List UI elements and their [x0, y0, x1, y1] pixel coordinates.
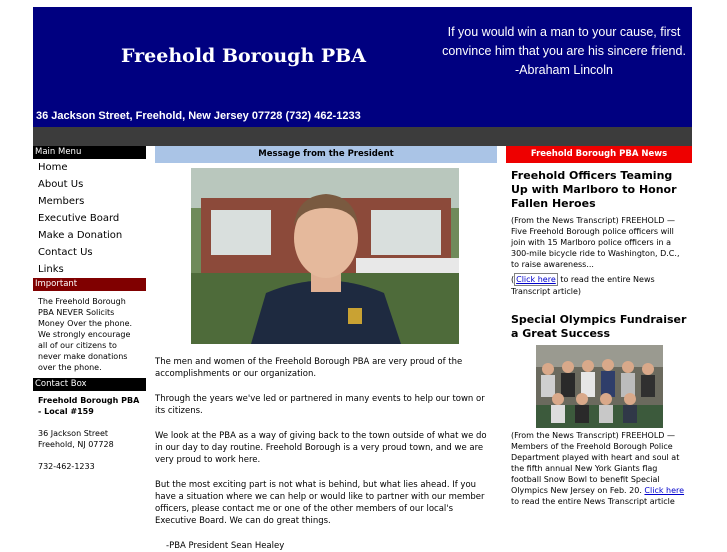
president-message-heading: Message from the President [155, 146, 497, 163]
news-item-link-line: ( Click here to read the entire News Transcript article) [511, 275, 655, 296]
team-photo-person-body [561, 373, 575, 397]
news-item-title: Special Olympics Fundraiser a Great Success [511, 313, 687, 340]
team-photo-person [552, 393, 564, 405]
president-photo [191, 168, 459, 344]
team-photo-person-body [601, 371, 615, 397]
news-read-more-link[interactable]: Click here [644, 486, 685, 495]
news-link-suffix: to read the entire News Transcript article) [511, 275, 655, 296]
team-photo-person [602, 359, 614, 371]
team-photo-person [622, 361, 634, 373]
photo-window-right [371, 210, 441, 255]
nav-home[interactable]: Home [38, 162, 68, 173]
team-photo-person [562, 361, 574, 373]
main-menu-heading: Main Menu [33, 146, 146, 159]
important-notice: The Freehold Borough PBA NEVER Solicits Money Over the phone. We strongly encourage all of our citizens to never make donations over the phone. [38, 297, 133, 372]
nav-make-a-donation[interactable]: Make a Donation [38, 230, 123, 241]
president-message-paragraph: The men and women of the Freehold Borough PBA are very proud of the accomplishments or our organization. [155, 357, 463, 379]
contact-org-name: Freehold Borough PBA - Local #159 [38, 396, 140, 416]
team-photo [536, 345, 663, 428]
header-divider-bar [33, 127, 692, 146]
president-message-paragraph: We look at the PBA as a way of giving back to the town outside of what we do in our day to day routine. Freehold Borough is a very proud town, and we are very proud to work here. [155, 431, 487, 465]
contact-box-heading: Contact Box [33, 378, 146, 391]
nav-contact-us[interactable]: Contact Us [38, 247, 93, 258]
news-item-body: (From the News Transcript) FREEHOLD — Members of the Freehold Borough Police Department played with heart and soul at the fifth annual New York Giants flag football Snow Bowl to benefit Special Olympics New Jersey on Feb. 20. [511, 431, 680, 495]
contact-street: 36 Jackson Street [38, 429, 108, 438]
team-photo-person [642, 363, 654, 375]
nav-members[interactable]: Members [38, 196, 85, 207]
news-sidebar [506, 146, 692, 507]
nav-executive-board[interactable]: Executive Board [38, 213, 120, 224]
news-item-title: Freehold Officers Teaming Up with Marlboro to Honor Fallen Heroes [511, 169, 677, 210]
quote-text: If you would win a man to your cause, first convince him that you are his sincere friend. [442, 25, 686, 58]
team-photo-person [600, 393, 612, 405]
site-header [33, 7, 692, 127]
nav-about-us[interactable]: About Us [38, 179, 84, 190]
quote-author: -Abraham Lincoln [515, 63, 613, 77]
main-menu [33, 159, 146, 278]
team-photo-person-body [599, 405, 613, 423]
important-heading: Important [33, 278, 146, 291]
team-photo-person-body [541, 375, 555, 397]
left-sidebar [33, 146, 146, 472]
news-item-body: (From the News Transcript) FREEHOLD — Five Freehold Borough police officers will join with 15 Marlboro police officers in a 300-mile bicycle ride to Washington, D.C., to raise awareness... [511, 216, 680, 269]
contact-phone: 732-462-1233 [38, 462, 95, 471]
team-photo-person [542, 363, 554, 375]
main-content [155, 146, 497, 552]
team-photo-person [582, 360, 594, 372]
president-signature: -PBA President Sean Healey [166, 541, 285, 551]
news-heading: Freehold Borough PBA News [506, 146, 692, 163]
team-photo-wall [536, 345, 663, 367]
president-message-paragraph: Through the years we've led or partnered in many events to help our town or its citizens. [155, 394, 485, 416]
team-photo-person-body [551, 405, 565, 423]
news-link-suffix: to read the entire News Transcript article [511, 497, 675, 506]
contact-city: Freehold, NJ 07728 [38, 440, 114, 449]
team-photo-person-body [641, 375, 655, 397]
team-photo-person-body [575, 405, 589, 423]
news-item-body-with-link [511, 430, 689, 507]
header-quote [439, 23, 689, 80]
president-message-paragraph: But the most exciting part is not what is behind, but what lies ahead. If you have a situation where we can help or would like to partner with our member officers, please contact me or one of the other members of our local's Executive Board. We can do great things. [155, 480, 485, 526]
team-photo-person [624, 393, 636, 405]
site-title: Freehold Borough PBA [121, 45, 366, 67]
header-address: 36 Jackson Street, Freehold, New Jersey 07728 (732) 462-1233 [36, 110, 361, 122]
team-photo-person [576, 393, 588, 405]
team-photo-person-body [623, 405, 637, 423]
nav-links[interactable]: Links [38, 264, 64, 275]
photo-window-left [211, 210, 271, 255]
photo-badge [348, 308, 362, 324]
news-read-more-link[interactable]: Click here [516, 275, 556, 284]
